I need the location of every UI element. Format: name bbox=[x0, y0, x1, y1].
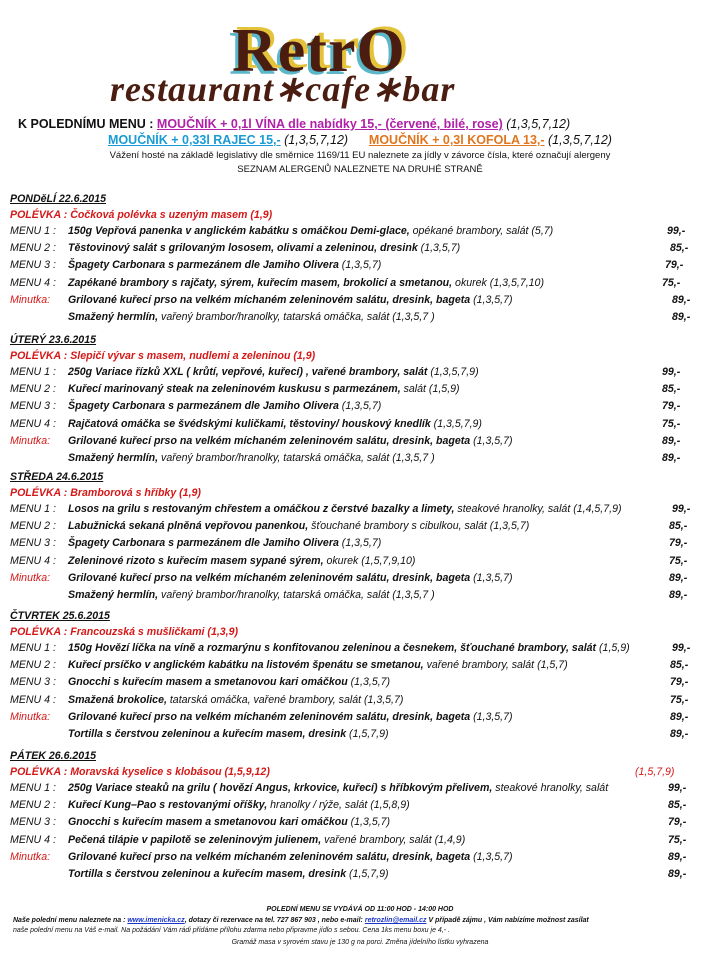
menu-item-dish: Grilované kuřecí prso na velkém míchaném zeleninovém salátu, dresink, bageta bbox=[68, 293, 471, 306]
menu-item-dish: Grilované kuřecí prso na velkém míchaném zeleninovém salátu, dresink, bageta bbox=[68, 710, 471, 723]
menu-item-price: 79,- bbox=[662, 400, 681, 413]
menu-item-dish: Kuřecí marinovaný steak na zeleninovém kuskusu s parmezánem, bbox=[68, 383, 401, 396]
menu-item bbox=[10, 849, 715, 866]
menu-item-price: 89,- bbox=[669, 588, 688, 601]
menu-item-description bbox=[68, 570, 513, 587]
menu-item-label: Minutka: bbox=[10, 293, 51, 306]
menu-item-label: MENU 1 : bbox=[10, 225, 56, 237]
menu-item-description bbox=[68, 674, 390, 691]
menu-item-label: MENU 1 : bbox=[10, 503, 56, 515]
menu-item-description bbox=[68, 433, 513, 450]
menu-item-note: steakové hranolky, salát bbox=[492, 782, 609, 794]
menu-item bbox=[10, 416, 715, 433]
soup-text: POLÉVKA : Čočková polévka s uzeným masem (1,9) bbox=[10, 209, 273, 221]
menu-item-note: (1,3,5,7) bbox=[338, 537, 382, 550]
menu-item-description bbox=[68, 866, 389, 883]
menu-item bbox=[10, 797, 715, 814]
menu-item bbox=[10, 450, 715, 467]
footer-web-prefix: Naše polední menu naleznete na : bbox=[13, 917, 128, 924]
menu-item-label: MENU 4 : bbox=[10, 276, 56, 289]
soup-line bbox=[10, 207, 715, 223]
menu-item-price: 89,- bbox=[668, 867, 687, 880]
menu-item-label: MENU 1 : bbox=[10, 782, 56, 794]
menu-item-description bbox=[68, 223, 553, 240]
soup-line bbox=[10, 485, 715, 501]
menu-item-description bbox=[68, 640, 630, 657]
footer-contact-text: , dotazy či rezervace na tel. 727 867 903 , nebo e-mail: bbox=[184, 917, 365, 924]
menu-item-label: MENU 3 : bbox=[10, 676, 56, 689]
menu-item bbox=[10, 674, 715, 691]
menu-item-dish: Losos na grilu s restovaným chřestem a omáčkou z čerstvé bazalky a limety, bbox=[68, 503, 455, 515]
menu-item-dish: 150g Hovězí líčka na víně a rozmarýnu s konfitovanou zeleninou a česnekem, šťouchané brambory, salát bbox=[68, 642, 597, 654]
footer-offer: V případě zájmu , Vám nabízíme možnost zasílat bbox=[426, 917, 589, 924]
menu-item-dish: Těstovinový salát s grilovaným lososem, olivami a zeleninou, dresink bbox=[68, 242, 418, 255]
menu-item-dish: 250g Variace řízků XXL ( krůtí, vepřové, kuřecí) , vařené brambory, salát bbox=[68, 366, 428, 378]
menu-item-note: (1,3,5,7) bbox=[347, 816, 391, 829]
offer-kofola-allergens: (1,3,5,7,12) bbox=[548, 133, 612, 147]
menu-item-note: (1,3,5,7) bbox=[417, 242, 461, 255]
menu-item-label: MENU 2 : bbox=[10, 383, 56, 396]
menu-item-label: MENU 3 : bbox=[10, 816, 56, 829]
menu-item-price: 79,- bbox=[670, 676, 689, 689]
menu-item-label: MENU 3 : bbox=[10, 259, 56, 272]
menu-item-note: (1,5,9) bbox=[596, 642, 630, 654]
menu-item-price: 89,- bbox=[662, 451, 681, 464]
menu-item-description bbox=[68, 518, 529, 535]
menu-item-description bbox=[68, 501, 622, 518]
menu-item-price: 85,- bbox=[669, 520, 688, 533]
menu-item-label: Minutka: bbox=[10, 434, 51, 447]
menu-item-description bbox=[68, 832, 465, 849]
menu-item bbox=[10, 240, 715, 257]
menu-item-price: 79,- bbox=[668, 816, 687, 829]
menu-item-price: 89,- bbox=[669, 571, 688, 584]
footer-line-3: Gramáž masa v syrovém stavu je 130 g na porci. Změna jídelního lístku vyhrazena bbox=[231, 939, 489, 946]
menu-item-note: (1,3,5,7,9) bbox=[430, 417, 482, 430]
menu-item-description bbox=[68, 849, 513, 866]
menu-item-dish: Pečená tilápie v papilotě se zeleninovým julienem, bbox=[68, 833, 322, 846]
menu-item-label: Minutka: bbox=[10, 571, 51, 584]
menu-item-description bbox=[68, 553, 415, 570]
day-section bbox=[10, 609, 715, 743]
soup-text: POLÉVKA : Francouzská s mušličkami (1,3,9) bbox=[10, 626, 239, 638]
menu-item-label: MENU 2 : bbox=[10, 242, 56, 255]
menu-item-description bbox=[68, 780, 608, 797]
menu-item-dish: Tortilla s čerstvou zeleninou a kuřecím masem, dresink bbox=[68, 727, 347, 740]
menu-item bbox=[10, 292, 715, 309]
offer-rajec-allergens: (1,3,5,7,12) bbox=[284, 133, 349, 147]
menu-item-dish: Grilované kuřecí prso na velkém míchaném zeleninovém salátu, dresink, bageta bbox=[68, 850, 471, 863]
menu-item-price: 85,- bbox=[670, 659, 689, 672]
footer-line-2: naše polední menu na Váš e-mail. Na požádání Vám rádi přidáme přílohu zdarma nebo připravme jídlo s sebou. Cena 1ks menu boxu je 4,- . bbox=[13, 927, 450, 934]
menu-item-label: Minutka: bbox=[10, 710, 51, 723]
menu-item bbox=[10, 570, 715, 587]
menu-item-dish: Gnocchi s kuřecím masem a smetanovou kari omáčkou bbox=[68, 676, 348, 689]
offer-rajec: MOUČNÍK + 0,33l RAJEC 15,- bbox=[108, 133, 281, 147]
legal-notice: Vážení hosté na základě legislativy dle směrnice 1169/11 EU naleznete za jídly v závorce čísla, které označují alergeny bbox=[109, 150, 611, 161]
menu-item-description bbox=[68, 450, 435, 467]
menu-item-dish: Grilované kuřecí prso na velkém míchaném zeleninovém salátu, dresink, bageta bbox=[68, 434, 471, 447]
menu-item bbox=[10, 587, 715, 604]
menu-item-price: 75,- bbox=[662, 276, 681, 289]
menu-item-label: MENU 3 : bbox=[10, 537, 56, 550]
menu-item-note: (1,3,5,7,9) bbox=[427, 366, 479, 378]
menu-item-note: (1,3,5,7) bbox=[470, 850, 513, 863]
menu-item-label: MENU 4 : bbox=[10, 554, 56, 567]
menu-item-description bbox=[68, 398, 381, 415]
menu-item-note: vařený brambor/hranolky, tatarská omáčka, salát (1,3,5,7 ) bbox=[158, 588, 435, 601]
soup-text: POLÉVKA : Bramborová s hříbky (1,9) bbox=[10, 487, 201, 499]
menu-item-price: 89,- bbox=[672, 293, 691, 306]
offer-kofola: MOUČNÍK + 0,3l KOFOLA 13,- bbox=[368, 133, 545, 147]
day-section bbox=[10, 470, 715, 604]
menu-item-note: (1,3,5,7) bbox=[470, 434, 513, 447]
menu-item bbox=[10, 535, 715, 552]
menu-item-note: šťouchané brambory s cibulkou, salát (1,3,5,7) bbox=[308, 520, 530, 533]
menu-item-label: MENU 1 : bbox=[10, 642, 56, 654]
menu-item-price: 99,- bbox=[672, 503, 691, 515]
menu-item-price: 89,- bbox=[670, 710, 689, 723]
menu-item-price: 89,- bbox=[672, 310, 691, 323]
menu-item bbox=[10, 381, 715, 398]
menu-item-label: MENU 2 : bbox=[10, 659, 56, 672]
menu-item-dish: Zapékané brambory s rajčaty, sýrem, kuřecím masem, brokolicí a smetanou, bbox=[68, 276, 453, 289]
menu-item bbox=[10, 364, 715, 381]
menu-item-note: vařený brambor/hranolky, tatarská omáčka, salát (1,3,5,7 ) bbox=[158, 451, 435, 464]
offer-wine-allergens: (1,3,5,7,12) bbox=[506, 117, 571, 131]
menu-item-dish: Smažená brokolice, bbox=[68, 693, 167, 706]
menu-item-description bbox=[68, 364, 479, 381]
menu-item-dish: Špagety Carbonara s parmezánem dle Jamiho Olivera bbox=[68, 537, 339, 550]
web-link[interactable]: www.imenicka.cz bbox=[127, 917, 185, 924]
day-title: STŘEDA 24.6.2015 bbox=[10, 471, 104, 483]
serving-hours: POLEDNÍ MENU SE VYDÁVÁ OD 11:00 HOD - 14:00 HOD bbox=[266, 906, 454, 913]
menu-item-dish: Zeleninové rizoto s kuřecím masem sypané sýrem, bbox=[68, 554, 324, 567]
menu-offer-line-2 bbox=[0, 133, 720, 147]
menu-item-price: 75,- bbox=[668, 833, 687, 846]
soup-line bbox=[10, 764, 715, 780]
email-link[interactable]: retrozlin@email.cz bbox=[364, 917, 427, 924]
menu-item-description bbox=[68, 275, 544, 292]
menu-item-label: MENU 4 : bbox=[10, 833, 56, 846]
menu-item-description bbox=[68, 292, 513, 309]
menu-item bbox=[10, 553, 715, 570]
menu-item-dish: Špagety Carbonara s parmezánem dle Jamiho Olivera bbox=[68, 259, 339, 272]
menu-item-dish: Gnocchi s kuřecím masem a smetanovou kari omáčkou bbox=[68, 816, 348, 829]
menu-item-description bbox=[68, 257, 381, 274]
menu-item-note: (1,3,5,7) bbox=[470, 710, 513, 723]
menu-item bbox=[10, 814, 715, 831]
day-title: ÚTERÝ 23.6.2015 bbox=[10, 334, 96, 346]
menu-item-price: 85,- bbox=[662, 383, 681, 396]
menu-item-description bbox=[68, 535, 381, 552]
menu-item bbox=[10, 433, 715, 450]
menu-item bbox=[10, 709, 715, 726]
offer-wine: MOUČNÍK + 0,1l VÍNA dle nabídky 15,- (červené, bilé, rose) bbox=[156, 117, 503, 131]
menu-item bbox=[10, 866, 715, 883]
menu-item-price: 75,- bbox=[670, 693, 689, 706]
menu-item-note: steakové hranolky, salát (1,4,5,7,9) bbox=[454, 503, 622, 515]
menu-item-dish: 150g Vepřová panenka v anglickém kabátku s omáčkou Demi-glace, bbox=[68, 225, 410, 237]
menu-item-note: tatarská omáčka, vařené brambory, salát (1,3,5,7) bbox=[166, 693, 404, 706]
menu-item-dish: Tortilla s čerstvou zeleninou a kuřecím masem, dresink bbox=[68, 867, 347, 880]
menu-item-price: 89,- bbox=[670, 727, 689, 740]
menu-item-price: 85,- bbox=[670, 242, 689, 255]
soup-extra: (1,5,7,9) bbox=[635, 766, 675, 778]
menu-item-note: vařený brambor/hranolky, tatarská omáčka, salát (1,3,5,7 ) bbox=[158, 310, 435, 323]
menu-item-note: (1,3,5,7) bbox=[470, 293, 513, 306]
menu-item-note: (1,5,7,9) bbox=[346, 727, 389, 740]
day-section bbox=[10, 749, 715, 883]
day-title: ČTVRTEK 25.6.2015 bbox=[10, 610, 110, 622]
menu-item-price: 75,- bbox=[662, 417, 681, 430]
logo-subtitle: restaurant∗cafe∗bar bbox=[110, 69, 456, 109]
menu-item-description bbox=[68, 657, 568, 674]
offer-lead: K POLEDNÍMU MENU : bbox=[18, 117, 154, 131]
menu-item bbox=[10, 692, 715, 709]
menu-item-dish: Grilované kuřecí prso na velkém míchaném zeleninovém salátu, dresink, bageta bbox=[68, 571, 471, 584]
menu-item-note: (1,3,5,7) bbox=[470, 571, 513, 584]
menu-item-dish: Kuřecí prsíčko v anglickém kabátku na listovém špenátu se smetanou, bbox=[68, 659, 424, 672]
menu-item-description bbox=[68, 709, 513, 726]
menu-item-note: (1,3,5,7) bbox=[347, 676, 391, 689]
menu-item bbox=[10, 657, 715, 674]
menu-item-dish: Smažený hermlín, bbox=[68, 588, 159, 601]
menu-item bbox=[10, 309, 715, 326]
menu-item bbox=[10, 501, 715, 518]
menu-item-label: MENU 3 : bbox=[10, 400, 56, 413]
menu-item-dish: Labužnická sekaná plněná vepřovou panenkou, bbox=[68, 520, 309, 533]
menu-item-price: 89,- bbox=[668, 850, 687, 863]
soup-line bbox=[10, 348, 715, 364]
menu-item bbox=[10, 223, 715, 240]
menu-item-dish: Rajčatová omáčka se švédskými kuličkami, těstoviny/ houskový knedlík bbox=[68, 417, 431, 430]
menu-item bbox=[10, 780, 715, 797]
menu-item-description bbox=[68, 814, 390, 831]
menu-item-description bbox=[68, 416, 482, 433]
menu-item-description bbox=[68, 726, 389, 743]
menu-item-label: MENU 2 : bbox=[10, 799, 56, 812]
menu-item-note: okurek (1,5,7,9,10) bbox=[323, 554, 416, 567]
menu-item-price: 99,- bbox=[668, 782, 687, 794]
menu-item-dish: Špagety Carbonara s parmezánem dle Jamiho Olivera bbox=[68, 400, 339, 413]
day-section bbox=[10, 333, 715, 467]
menu-item bbox=[10, 275, 715, 292]
menu-item-note: (1,3,5,7) bbox=[338, 259, 382, 272]
menu-item-description bbox=[68, 240, 460, 257]
menu-item-note: (1,5,7,9) bbox=[346, 867, 389, 880]
menu-item-dish: 250g Variace steaků na grilu ( hovězí Angus, krkovice, kuřecí) s hříbkovým přelivem, bbox=[68, 782, 493, 794]
menu-item-description bbox=[68, 309, 435, 326]
menu-item bbox=[10, 832, 715, 849]
menu-item bbox=[10, 398, 715, 415]
menu-item-price: 99,- bbox=[662, 366, 681, 378]
menu-item-price: 75,- bbox=[669, 554, 688, 567]
menu-item-description bbox=[68, 692, 403, 709]
menu-item bbox=[10, 257, 715, 274]
menu-item-label: MENU 4 : bbox=[10, 417, 56, 430]
menu-item-note: okurek (1,3,5,7,10) bbox=[452, 276, 544, 289]
footer-contact bbox=[13, 917, 720, 924]
soup-line bbox=[10, 624, 715, 640]
menu-item-price: 79,- bbox=[665, 259, 684, 272]
menu-item bbox=[10, 640, 715, 657]
menu-item-description bbox=[68, 381, 460, 398]
menu-item-note: hranolky / rýže, salát (1,5,8,9) bbox=[267, 799, 410, 812]
allergen-notice: SEZNAM ALERGENŮ NALEZNETE NA DRUHÉ STRANĚ bbox=[237, 164, 483, 175]
menu-offer-line bbox=[18, 117, 720, 131]
menu-item-label: MENU 2 : bbox=[10, 520, 56, 533]
menu-item-note: (1,3,5,7) bbox=[338, 400, 382, 413]
soup-text: POLÉVKA : Slepičí vývar s masem, nudlemi a zeleninou (1,9) bbox=[10, 350, 316, 362]
menu-item-dish: Kuřecí Kung–Pao s restovanými oříšky, bbox=[68, 799, 268, 812]
menu-item-note: salát (1,5,9) bbox=[400, 383, 460, 396]
menu-item-note: vařené brambory, salát (1,4,9) bbox=[321, 833, 466, 846]
menu-item-price: 99,- bbox=[672, 642, 691, 654]
menu-item-description bbox=[68, 587, 435, 604]
menu-item-label: MENU 1 : bbox=[10, 366, 56, 378]
menu-item-label: MENU 4 : bbox=[10, 693, 56, 706]
day-title: PÁTEK 26.6.2015 bbox=[10, 750, 96, 762]
menu-item-dish: Smažený hermlín, bbox=[68, 451, 159, 464]
soup-text: POLÉVKA : Moravská kyselice s klobásou (1,5,9,12) bbox=[10, 766, 270, 778]
restaurant-logo bbox=[0, 8, 720, 109]
menu-item-note: vařené brambory, salát (1,5,7) bbox=[423, 659, 568, 672]
day-section bbox=[10, 192, 715, 326]
logo-title: RetrO bbox=[232, 17, 406, 85]
menu-item-price: 99,- bbox=[667, 225, 686, 237]
day-title: PONDěLÍ 22.6.2015 bbox=[10, 193, 106, 205]
menu-item-price: 79,- bbox=[669, 537, 688, 550]
menu-item-description bbox=[68, 797, 410, 814]
menu-item-price: 85,- bbox=[668, 799, 687, 812]
menu-item bbox=[10, 518, 715, 535]
menu-item-dish: Smažený hermlín, bbox=[68, 310, 159, 323]
menu-item-note: opékané brambory, salát (5,7) bbox=[409, 225, 554, 237]
menu-item bbox=[10, 726, 715, 743]
menu-item-label: Minutka: bbox=[10, 850, 51, 863]
menu-item-price: 89,- bbox=[662, 434, 681, 447]
